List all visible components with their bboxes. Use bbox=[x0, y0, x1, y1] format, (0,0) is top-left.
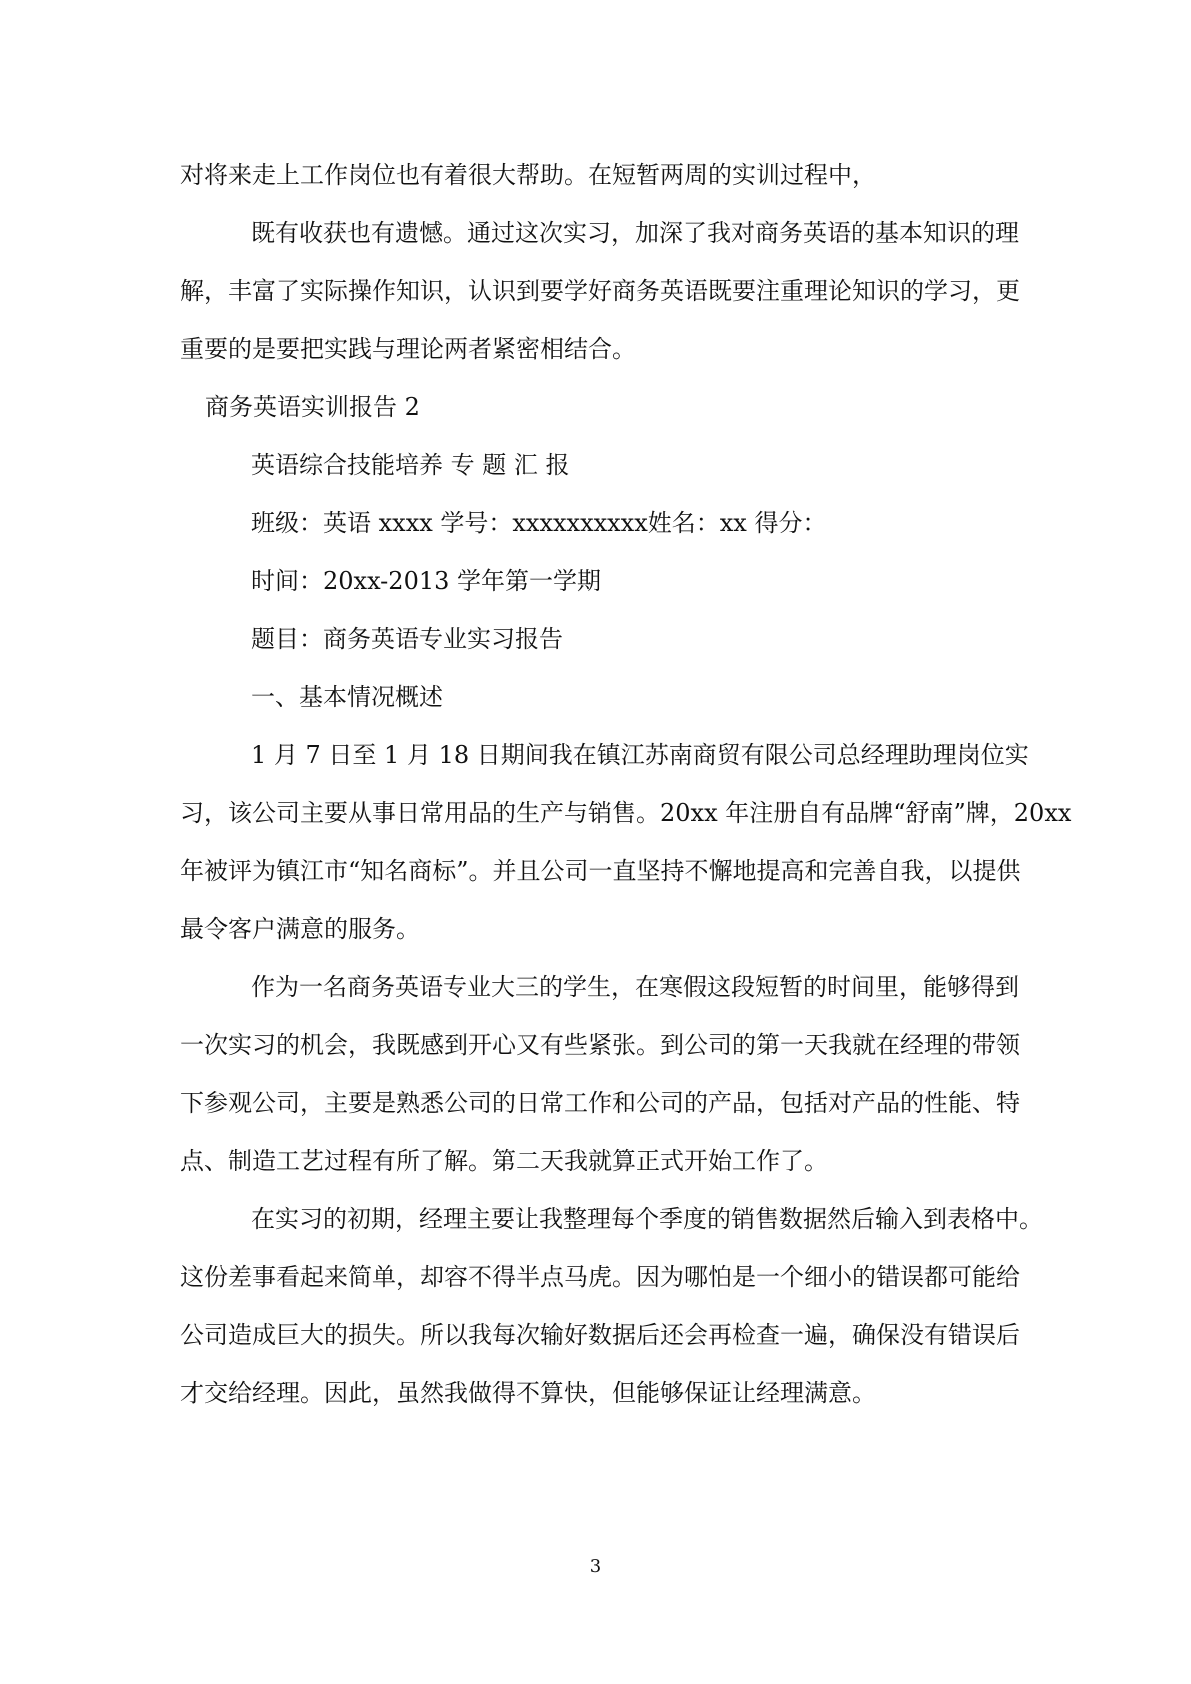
text-line: 年被评为镇江市“知名商标”。并且公司一直坚持不懈地提高和完善自我，以提供 bbox=[180, 857, 1021, 885]
term-line: 时间：20xx-2013 学年第一学期 bbox=[251, 567, 602, 595]
text-line: 才交给经理。因此，虽然我做得不算快，但能够保证让经理满意。 bbox=[180, 1379, 876, 1407]
text-line: 下参观公司，主要是熟悉公司的日常工作和公司的产品，包括对产品的性能、特 bbox=[180, 1089, 1020, 1117]
report-title: 英语综合技能培养 专 题 汇 报 bbox=[251, 451, 570, 479]
section-heading: 一、基本情况概述 bbox=[251, 683, 443, 711]
text-line: 对将来走上工作岗位也有着很大帮助。在短暂两周的实训过程中， bbox=[180, 161, 876, 189]
text-line: 在实习的初期，经理主要让我整理每个季度的销售数据然后输入到表格中。 bbox=[251, 1205, 1043, 1233]
text-line: 既有收获也有遗憾。通过这次实习，加深了我对商务英语的基本知识的理 bbox=[251, 219, 1019, 247]
text-line: 作为一名商务英语专业大三的学生，在寒假这段短暂的时间里，能够得到 bbox=[251, 973, 1019, 1001]
topic-line: 题目：商务英语专业实习报告 bbox=[251, 625, 563, 653]
page-number: 3 bbox=[589, 1556, 602, 1577]
text-line: 解，丰富了实际操作知识，认识到要学好商务英语既要注重理论知识的学习，更 bbox=[180, 277, 1020, 305]
text-line: 最令客户满意的服务。 bbox=[180, 915, 420, 943]
text-line: 一次实习的机会，我既感到开心又有些紧张。到公司的第一天我就在经理的带领 bbox=[180, 1031, 1020, 1059]
text-line: 公司造成巨大的损失。所以我每次输好数据后还会再检查一遍，确保没有错误后 bbox=[180, 1321, 1020, 1349]
text-line: 重要的是要把实践与理论两者紧密相结合。 bbox=[180, 335, 636, 363]
text-line: 这份差事看起来简单，却容不得半点马虎。因为哪怕是一个细小的错误都可能给 bbox=[180, 1263, 1020, 1291]
student-info-line: 班级：英语 xxxx 学号：xxxxxxxxxx姓名：xx 得分： bbox=[251, 509, 827, 537]
text-line: 1 月 7 日至 1 月 18 日期间我在镇江苏南商贸有限公司总经理助理岗位实 bbox=[251, 741, 1029, 769]
text-line: 点、制造工艺过程有所了解。第二天我就算正式开始工作了。 bbox=[180, 1147, 828, 1175]
section-heading: 商务英语实训报告 2 bbox=[205, 393, 420, 421]
text-line: 习，该公司主要从事日常用品的生产与销售。20xx 年注册自有品牌“舒南”牌，20xx bbox=[180, 799, 1072, 827]
